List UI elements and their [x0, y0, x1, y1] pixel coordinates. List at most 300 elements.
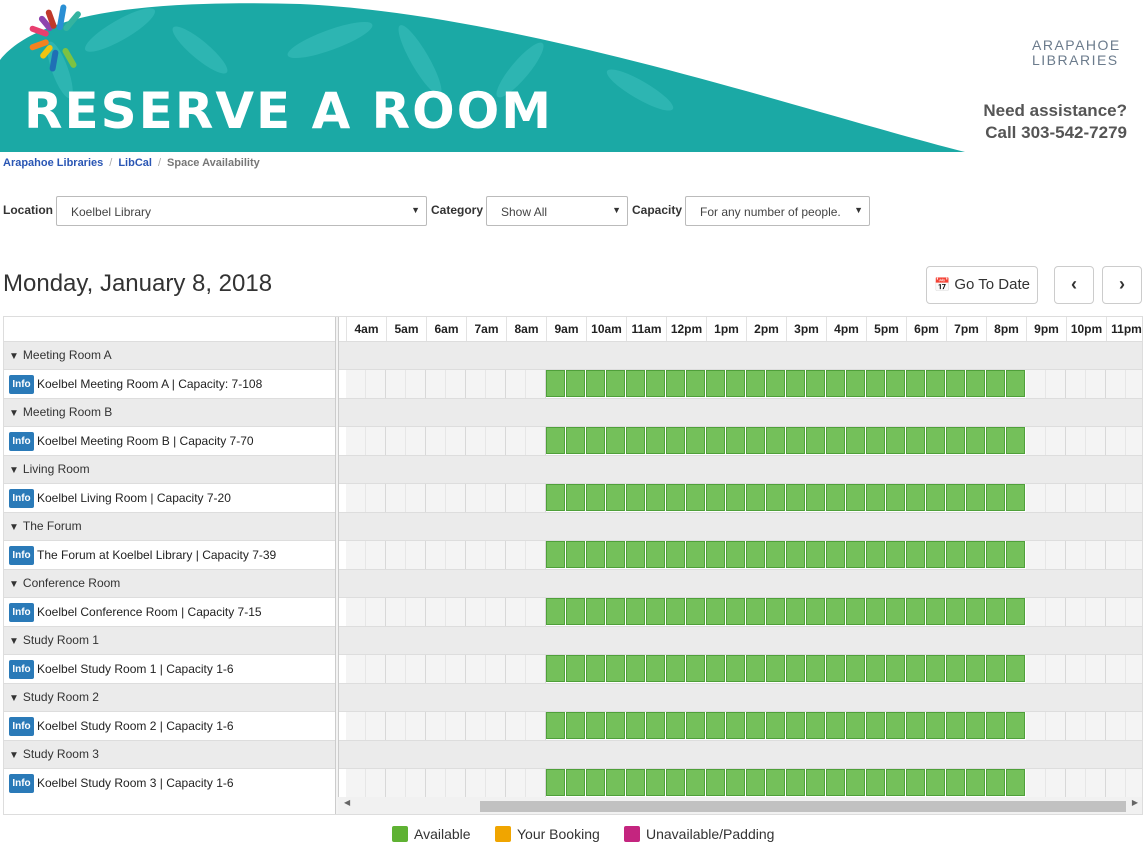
unbooked-cell: [526, 769, 546, 797]
room-name[interactable]: Koelbel Study Room 3 | Capacity 1-6: [37, 776, 234, 790]
available-slot[interactable]: [886, 484, 905, 511]
available-slot[interactable]: [846, 655, 865, 682]
available-slot[interactable]: [786, 769, 805, 796]
available-slot[interactable]: [846, 769, 865, 796]
available-slot[interactable]: [706, 598, 725, 625]
available-slot[interactable]: [886, 598, 905, 625]
available-slot[interactable]: [806, 769, 825, 796]
available-slot[interactable]: [706, 541, 725, 568]
collapse-triangle-icon[interactable]: ▼: [9, 465, 19, 476]
available-slot[interactable]: [846, 484, 865, 511]
room-row: [4, 369, 1143, 398]
available-slot[interactable]: [846, 370, 865, 397]
category-row[interactable]: [4, 455, 1143, 483]
available-slot[interactable]: [686, 598, 705, 625]
available-slot[interactable]: [926, 427, 945, 454]
category-row[interactable]: [4, 398, 1143, 426]
available-slot[interactable]: [786, 712, 805, 739]
available-slot[interactable]: [666, 598, 685, 625]
time-header-11pm: 11pm: [1106, 317, 1143, 341]
available-slot[interactable]: [686, 370, 705, 397]
info-button[interactable]: Info: [9, 375, 34, 394]
available-slot[interactable]: [586, 541, 605, 568]
unbooked-cell: [426, 541, 446, 569]
category-label: [9, 405, 112, 419]
available-slot[interactable]: [926, 655, 945, 682]
available-slot[interactable]: [926, 712, 945, 739]
available-slot[interactable]: [766, 712, 785, 739]
available-slot[interactable]: [866, 655, 885, 682]
collapse-triangle-icon[interactable]: ▼: [9, 408, 19, 419]
room-name[interactable]: Koelbel Living Room | Capacity 7-20: [37, 491, 231, 505]
available-slot[interactable]: [866, 769, 885, 796]
available-slot[interactable]: [766, 769, 785, 796]
unbooked-cell: [386, 769, 406, 797]
available-slot[interactable]: [1006, 427, 1025, 454]
scroll-right-icon[interactable]: ▶: [1131, 798, 1138, 807]
unbooked-cell: [1106, 655, 1126, 683]
category-label: Category: [431, 203, 484, 217]
category-select[interactable]: [486, 196, 628, 226]
available-slot[interactable]: [606, 541, 625, 568]
info-button[interactable]: Info: [9, 774, 34, 793]
available-slot[interactable]: [586, 655, 605, 682]
available-slot[interactable]: [626, 598, 645, 625]
available-slot[interactable]: [766, 541, 785, 568]
unbooked-cell: [366, 427, 386, 455]
available-slot[interactable]: [1006, 712, 1025, 739]
available-slot[interactable]: [586, 769, 605, 796]
available-slot[interactable]: [646, 769, 665, 796]
available-slot[interactable]: [646, 712, 665, 739]
unbooked-cell: [1126, 484, 1143, 512]
available-slot[interactable]: [666, 541, 685, 568]
available-slot[interactable]: [706, 484, 725, 511]
available-slot[interactable]: [546, 769, 565, 796]
available-slot[interactable]: [646, 598, 665, 625]
available-slot[interactable]: [566, 370, 585, 397]
available-slot[interactable]: [646, 541, 665, 568]
available-slot[interactable]: [806, 598, 825, 625]
location-select-value: Koelbel Library: [71, 205, 152, 219]
available-slot[interactable]: [926, 541, 945, 568]
available-slot[interactable]: [846, 427, 865, 454]
available-slot[interactable]: [826, 655, 845, 682]
available-slot[interactable]: [966, 427, 985, 454]
available-slot[interactable]: [726, 655, 745, 682]
available-slot[interactable]: [866, 427, 885, 454]
available-slot[interactable]: [566, 484, 585, 511]
unbooked-cell: [506, 769, 526, 797]
available-slot[interactable]: [546, 655, 565, 682]
available-slot[interactable]: [726, 541, 745, 568]
available-slot[interactable]: [726, 769, 745, 796]
available-slot[interactable]: [566, 541, 585, 568]
available-slot[interactable]: [966, 370, 985, 397]
available-slot[interactable]: [686, 769, 705, 796]
unbooked-cell: [426, 370, 446, 398]
available-slot[interactable]: [946, 655, 965, 682]
unbooked-cell: [406, 769, 426, 797]
unbooked-cell: [526, 541, 546, 569]
available-slot[interactable]: [826, 769, 845, 796]
unbooked-cell: [426, 655, 446, 683]
available-slot[interactable]: [566, 769, 585, 796]
available-slot[interactable]: [626, 655, 645, 682]
available-slot[interactable]: [606, 484, 625, 511]
available-slot[interactable]: [826, 712, 845, 739]
available-slot[interactable]: [986, 598, 1005, 625]
collapse-triangle-icon[interactable]: ▼: [9, 351, 19, 362]
info-button[interactable]: Info: [9, 603, 34, 622]
available-slot[interactable]: [586, 484, 605, 511]
available-slot[interactable]: [966, 712, 985, 739]
collapse-triangle-icon[interactable]: ▼: [9, 750, 19, 761]
available-slot[interactable]: [906, 655, 925, 682]
unbooked-cell: [386, 427, 406, 455]
available-slot[interactable]: [626, 484, 645, 511]
unbooked-cell: [466, 712, 486, 740]
collapse-triangle-icon[interactable]: ▼: [9, 636, 19, 647]
available-slot[interactable]: [646, 655, 665, 682]
available-slot[interactable]: [826, 484, 845, 511]
info-button[interactable]: Info: [9, 432, 34, 451]
collapse-triangle-icon[interactable]: ▼: [9, 579, 19, 590]
available-slot[interactable]: [686, 712, 705, 739]
unbooked-cell: [386, 712, 406, 740]
category-label: [9, 576, 120, 590]
available-slot[interactable]: [966, 769, 985, 796]
available-slot[interactable]: [666, 427, 685, 454]
location-select[interactable]: [56, 196, 427, 226]
time-header-10pm: 10pm: [1066, 317, 1106, 341]
available-slot[interactable]: [906, 427, 925, 454]
available-slot[interactable]: [546, 712, 565, 739]
available-slot[interactable]: [786, 484, 805, 511]
available-slot[interactable]: [586, 427, 605, 454]
available-slot[interactable]: [546, 598, 565, 625]
info-button[interactable]: Info: [9, 489, 34, 508]
available-slot[interactable]: [866, 712, 885, 739]
unbooked-cell: [1066, 484, 1086, 512]
unbooked-cell: [466, 769, 486, 797]
available-slot[interactable]: [726, 427, 745, 454]
breadcrumb-current: Space Availability: [167, 157, 260, 169]
room-row: [4, 597, 1143, 626]
available-slot[interactable]: [626, 541, 645, 568]
available-slot[interactable]: [826, 541, 845, 568]
available-slot[interactable]: [546, 427, 565, 454]
breadcrumb: [3, 157, 260, 169]
unbooked-cell: [1046, 370, 1066, 398]
available-slot[interactable]: [806, 541, 825, 568]
available-slot[interactable]: [726, 712, 745, 739]
unbooked-cell: [1086, 370, 1106, 398]
available-slot[interactable]: [706, 769, 725, 796]
available-slot[interactable]: [946, 370, 965, 397]
unbooked-cell: [406, 598, 426, 626]
available-slot[interactable]: [606, 427, 625, 454]
available-slot[interactable]: [906, 370, 925, 397]
legend-swatch-booking: [495, 826, 511, 842]
available-slot[interactable]: [626, 370, 645, 397]
available-slot[interactable]: [706, 427, 725, 454]
unbooked-cell: [1086, 769, 1106, 797]
available-slot[interactable]: [986, 712, 1005, 739]
category-name: Meeting Room B: [22, 405, 113, 419]
available-slot[interactable]: [746, 655, 765, 682]
unbooked-cell: [466, 484, 486, 512]
available-slot[interactable]: [746, 541, 765, 568]
available-slot[interactable]: [1006, 370, 1025, 397]
available-slot[interactable]: [786, 370, 805, 397]
available-slot[interactable]: [986, 484, 1005, 511]
available-slot[interactable]: [986, 370, 1005, 397]
available-slot[interactable]: [626, 712, 645, 739]
available-slot[interactable]: [566, 427, 585, 454]
available-slot[interactable]: [586, 712, 605, 739]
go-to-date-button[interactable]: [926, 266, 1038, 304]
available-slot[interactable]: [706, 655, 725, 682]
available-slot[interactable]: [606, 655, 625, 682]
available-slot[interactable]: [1006, 541, 1025, 568]
available-slot[interactable]: [826, 598, 845, 625]
available-slot[interactable]: [806, 712, 825, 739]
column-splitter[interactable]: [335, 317, 339, 814]
available-slot[interactable]: [926, 484, 945, 511]
available-slot[interactable]: [906, 484, 925, 511]
available-slot[interactable]: [606, 598, 625, 625]
available-slot[interactable]: [546, 484, 565, 511]
category-row[interactable]: [4, 341, 1143, 369]
category-select-value: Show All: [501, 205, 548, 219]
available-slot[interactable]: [746, 427, 765, 454]
unbooked-cell: [1066, 427, 1086, 455]
capacity-select[interactable]: [685, 196, 870, 226]
room-name[interactable]: Koelbel Study Room 1 | Capacity 1-6: [37, 662, 234, 676]
available-slot[interactable]: [746, 598, 765, 625]
available-slot[interactable]: [626, 427, 645, 454]
available-slot[interactable]: [866, 370, 885, 397]
unbooked-cell: [1046, 427, 1066, 455]
room-name[interactable]: The Forum at Koelbel Library | Capacity 7-39: [37, 548, 277, 562]
available-slot[interactable]: [666, 769, 685, 796]
prev-day-button[interactable]: [1054, 266, 1094, 304]
category-label: [9, 348, 112, 362]
available-slot[interactable]: [826, 370, 845, 397]
horizontal-scrollbar[interactable]: [338, 797, 1142, 814]
available-slot[interactable]: [766, 370, 785, 397]
available-slot[interactable]: [946, 769, 965, 796]
scroll-left-icon[interactable]: ◀: [344, 798, 351, 807]
unbooked-cell: [386, 655, 406, 683]
available-slot[interactable]: [966, 484, 985, 511]
unbooked-cell: [506, 541, 526, 569]
info-button[interactable]: Info: [9, 717, 34, 736]
available-slot[interactable]: [926, 769, 945, 796]
category-row[interactable]: [4, 569, 1143, 597]
available-slot[interactable]: [866, 598, 885, 625]
category-row[interactable]: [4, 683, 1143, 711]
available-slot[interactable]: [886, 769, 905, 796]
available-slot[interactable]: [566, 655, 585, 682]
available-slot[interactable]: [886, 541, 905, 568]
unbooked-cell: [526, 484, 546, 512]
unbooked-cell: [366, 484, 386, 512]
available-slot[interactable]: [826, 427, 845, 454]
category-row[interactable]: [4, 740, 1143, 768]
room-name[interactable]: Koelbel Meeting Room B | Capacity 7-70: [37, 434, 254, 448]
available-slot[interactable]: [746, 484, 765, 511]
available-slot[interactable]: [966, 598, 985, 625]
available-slot[interactable]: [946, 541, 965, 568]
available-slot[interactable]: [606, 712, 625, 739]
available-slot[interactable]: [866, 541, 885, 568]
available-slot[interactable]: [786, 427, 805, 454]
available-slot[interactable]: [786, 655, 805, 682]
available-slot[interactable]: [966, 541, 985, 568]
info-button[interactable]: Info: [9, 660, 34, 679]
available-slot[interactable]: [766, 598, 785, 625]
unbooked-cell: [526, 598, 546, 626]
unbooked-cell: [446, 712, 466, 740]
available-slot[interactable]: [726, 484, 745, 511]
available-slot[interactable]: [806, 484, 825, 511]
available-slot[interactable]: [846, 712, 865, 739]
available-slot[interactable]: [546, 370, 565, 397]
available-slot[interactable]: [686, 541, 705, 568]
brand-line2: LIBRARIES: [1032, 52, 1119, 68]
unbooked-cell: [1046, 769, 1066, 797]
available-slot[interactable]: [906, 598, 925, 625]
available-slot[interactable]: [986, 541, 1005, 568]
available-slot[interactable]: [706, 712, 725, 739]
info-button[interactable]: Info: [9, 546, 34, 565]
available-slot[interactable]: [666, 370, 685, 397]
available-slot[interactable]: [886, 712, 905, 739]
available-slot[interactable]: [946, 712, 965, 739]
available-slot[interactable]: [766, 484, 785, 511]
available-slot[interactable]: [866, 484, 885, 511]
available-slot[interactable]: [806, 370, 825, 397]
available-slot[interactable]: [746, 370, 765, 397]
available-slot[interactable]: [886, 427, 905, 454]
room-name[interactable]: Koelbel Meeting Room A | Capacity: 7-108: [37, 377, 263, 391]
available-slot[interactable]: [666, 712, 685, 739]
unbooked-cell: [506, 427, 526, 455]
time-header-9pm: 9pm: [1026, 317, 1066, 341]
available-slot[interactable]: [726, 598, 745, 625]
available-slot[interactable]: [566, 598, 585, 625]
available-slot[interactable]: [1006, 769, 1025, 796]
available-slot[interactable]: [1006, 655, 1025, 682]
available-slot[interactable]: [646, 370, 665, 397]
available-slot[interactable]: [726, 370, 745, 397]
available-slot[interactable]: [586, 370, 605, 397]
available-slot[interactable]: [986, 769, 1005, 796]
available-slot[interactable]: [786, 598, 805, 625]
collapse-triangle-icon[interactable]: ▼: [9, 693, 19, 704]
unbooked-cell: [486, 541, 506, 569]
available-slot[interactable]: [706, 370, 725, 397]
scroll-thumb[interactable]: [480, 801, 1126, 812]
time-header-3pm: 3pm: [786, 317, 826, 341]
available-slot[interactable]: [546, 541, 565, 568]
available-slot[interactable]: [806, 655, 825, 682]
available-slot[interactable]: [766, 427, 785, 454]
available-slot[interactable]: [846, 541, 865, 568]
unbooked-cell: [426, 484, 446, 512]
unbooked-cell: [366, 598, 386, 626]
time-header-9am: 9am: [546, 317, 586, 341]
legend-available: [392, 826, 471, 842]
collapse-triangle-icon[interactable]: ▼: [9, 522, 19, 533]
available-slot[interactable]: [686, 655, 705, 682]
available-slot[interactable]: [1006, 598, 1025, 625]
assistance-info: [983, 100, 1127, 144]
capacity-label: Capacity: [632, 203, 683, 217]
arapahoe-logo-icon: [0, 0, 180, 80]
available-slot[interactable]: [846, 598, 865, 625]
next-day-button[interactable]: [1102, 266, 1142, 304]
available-slot[interactable]: [886, 370, 905, 397]
available-slot[interactable]: [926, 598, 945, 625]
available-slot[interactable]: [906, 712, 925, 739]
available-slot[interactable]: [666, 484, 685, 511]
category-row[interactable]: [4, 512, 1143, 540]
breadcrumb-arapahoe-libraries[interactable]: Arapahoe Libraries: [3, 157, 104, 169]
unbooked-cell: [1086, 598, 1106, 626]
unbooked-cell: [466, 541, 486, 569]
available-slot[interactable]: [986, 427, 1005, 454]
legend-unavailable: [624, 826, 774, 842]
available-slot[interactable]: [586, 598, 605, 625]
available-slot[interactable]: [1006, 484, 1025, 511]
available-slot[interactable]: [646, 484, 665, 511]
available-slot[interactable]: [806, 427, 825, 454]
available-slot[interactable]: [946, 484, 965, 511]
breadcrumb-libcal[interactable]: LibCal: [118, 157, 152, 169]
available-slot[interactable]: [686, 484, 705, 511]
available-slot[interactable]: [986, 655, 1005, 682]
available-slot[interactable]: [606, 370, 625, 397]
available-slot[interactable]: [686, 427, 705, 454]
available-slot[interactable]: [966, 655, 985, 682]
available-slot[interactable]: [906, 541, 925, 568]
available-slot[interactable]: [926, 370, 945, 397]
available-slot[interactable]: [946, 427, 965, 454]
time-header-5am: 5am: [386, 317, 426, 341]
unbooked-cell: [1066, 541, 1086, 569]
available-slot[interactable]: [786, 541, 805, 568]
available-slot[interactable]: [646, 427, 665, 454]
available-slot[interactable]: [746, 712, 765, 739]
available-slot[interactable]: [766, 655, 785, 682]
available-slot[interactable]: [666, 655, 685, 682]
unbooked-cell: [526, 712, 546, 740]
available-slot[interactable]: [886, 655, 905, 682]
unbooked-cell: [446, 427, 466, 455]
room-name[interactable]: Koelbel Study Room 2 | Capacity 1-6: [37, 719, 234, 733]
available-slot[interactable]: [746, 769, 765, 796]
available-slot[interactable]: [626, 769, 645, 796]
category-row[interactable]: [4, 626, 1143, 654]
room-name[interactable]: Koelbel Conference Room | Capacity 7-15: [37, 605, 262, 619]
available-slot[interactable]: [946, 598, 965, 625]
available-slot[interactable]: [906, 769, 925, 796]
available-slot[interactable]: [566, 712, 585, 739]
available-slot[interactable]: [606, 769, 625, 796]
